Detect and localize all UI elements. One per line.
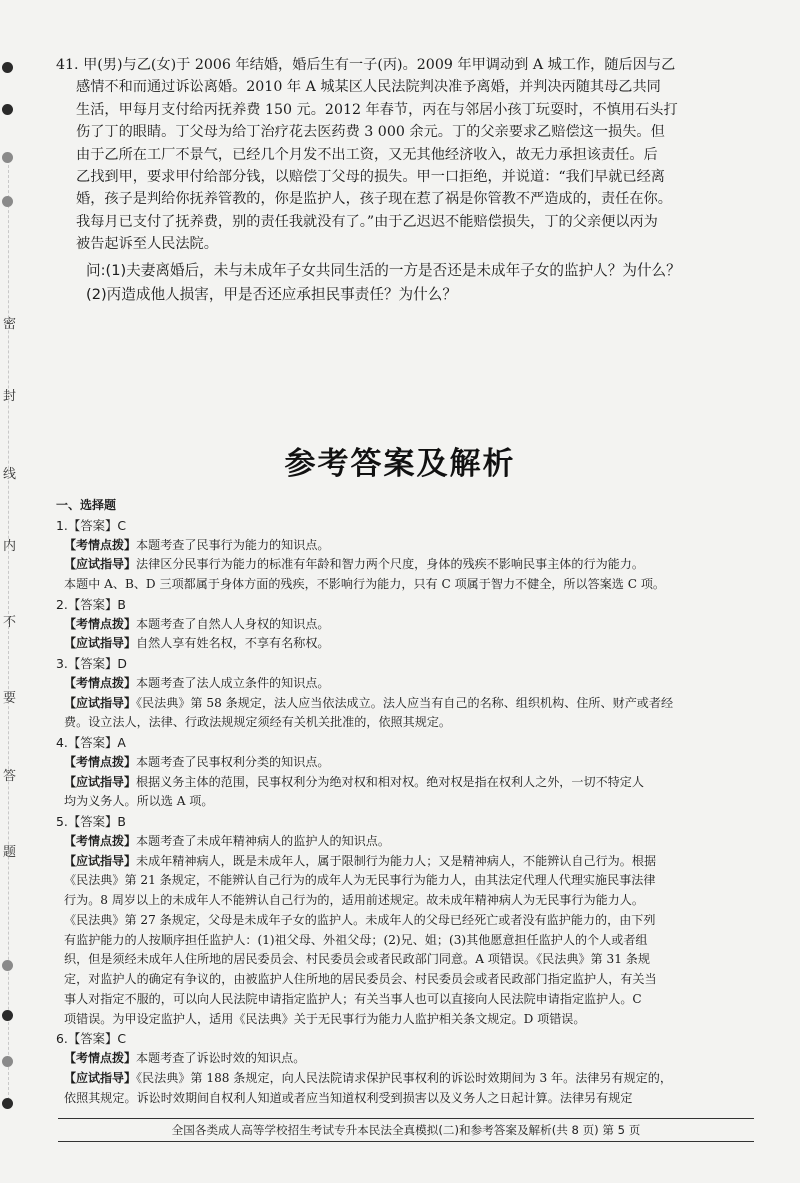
zhidao-continuation: 行为。8 周岁以上的未成年人不能辨认自己行为的，适用前述规定。故未成年精神病人为无民事行为能力人。 [64, 893, 644, 907]
kaoqing-text: 本题考查了自然人人身权的知识点。 [136, 616, 330, 631]
zhidao-continuation: 事人对指定不服的，可以向人民法院申请指定监护人；有关当事人也可以直接向人民法院申请指定监护人。C [64, 991, 642, 1006]
kaoqing-tag: 【考情点拨】 [64, 616, 137, 631]
answer-item [56, 733, 762, 812]
kaoqing-tag: 【考情点拨】 [64, 675, 137, 690]
seal-line [8, 160, 9, 1100]
kaoqing-tag: 【考情点拨】 [64, 537, 137, 552]
question-line: 由于乙所在工厂不景气，已经几个月发不出工资，又无其他经济收入，故无力承担该责任。后 [76, 146, 658, 163]
question-line: 生活，甲每月支付给丙抚养费 150 元。2012 年春节，丙在与邻居小孩丁玩耍时，不慎用石头打 [76, 101, 678, 118]
zhidao-continuation: 定，对监护人的确定有争议的，由被监护人住所地的居民委员会、村民委员会或者民政部门指定监护人，有关当 [64, 972, 657, 986]
answer-number: 1.【答案】C [56, 517, 127, 533]
kaoqing-tag: 【考情点拨】 [64, 754, 137, 769]
binding-hole [2, 960, 13, 971]
kaoqing-text: 本题考查了诉讼时效的知识点。 [136, 1051, 306, 1065]
question-41 [56, 54, 768, 256]
zhidao-text: 法律区分民事行为能力的标准有年龄和智力两个尺度，身体的残疾不影响民事主体的行为能力。 [136, 557, 644, 572]
seal-char: 要 [3, 691, 17, 706]
binding-hole [2, 1010, 13, 1021]
question-line: 感情不和而通过诉讼离婚。2010 年 A 城某区人民法院判决准予离婚，并判决丙随其母乙共同 [76, 79, 661, 96]
answers-title: 参考答案及解析 [284, 446, 516, 482]
question-line: 被告起诉至人民法院。 [76, 236, 218, 253]
question-ask-2: (2)丙造成他人损害，甲是否还应承担民事责任？为什么？ [86, 286, 457, 303]
answer-item [56, 595, 762, 654]
seal-char: 内 [3, 539, 17, 554]
section-heading: 一、选择题 [56, 498, 117, 512]
zhidao-tag: 【应试指导】 [64, 695, 137, 710]
answer-item [56, 516, 762, 595]
seal-char: 不 [3, 615, 17, 630]
answer-number: 4.【答案】A [56, 735, 126, 750]
seal-char: 线 [3, 467, 17, 482]
answers-section [56, 496, 762, 1108]
binding-hole [2, 1056, 13, 1067]
zhidao-tag: 【应试指导】 [64, 1070, 137, 1085]
zhidao-continuation: 费。设立法人，法律、行政法规规定须经有关机关批准的，依照其规定。 [64, 715, 452, 730]
question-line: 婚，孩子是判给你抚养管教的，你是监护人，孩子现在惹了祸是你管教不严造成的，责任在你。 [76, 191, 672, 208]
kaoqing-row [56, 753, 762, 773]
kaoqing-row [56, 1049, 762, 1069]
zhidao-text: 根据义务主体的范围，民事权利分为绝对权和相对权。绝对权是指在权利人之外，一切不特定人 [136, 774, 644, 789]
kaoqing-row [56, 536, 762, 556]
binding-hole [2, 1098, 13, 1109]
binding-margin [0, 0, 22, 1183]
zhidao-row [56, 773, 762, 793]
answer-item [56, 654, 762, 733]
zhidao-text: 自然人享有姓名权，不享有名称权。 [136, 636, 330, 651]
kaoqing-tag: 【考情点拨】 [64, 1051, 137, 1065]
zhidao-row [56, 694, 762, 714]
zhidao-continuation: 本题中 A、B、D 三项都属于身体方面的残疾，不影响行为能力，只有 C 项属于智力不健全，所以答案选 C 项。 [64, 577, 666, 591]
seal-char: 题 [3, 845, 17, 860]
binding-hole [2, 196, 13, 207]
zhidao-row [56, 634, 762, 654]
zhidao-text: 未成年精神病人，既是未成年人，属于限制行为能力人；又是精神病人，不能辨认自己行为。根据 [136, 853, 657, 868]
zhidao-continuation: 依照其规定。诉讼时效期间自权利人知道或者应当知道权利受到损害以及义务人之日起计算。法律另有规定 [64, 1090, 633, 1105]
answer-number: 3.【答案】D [56, 656, 127, 671]
zhidao-tag: 【应试指导】 [64, 774, 137, 789]
zhidao-text: 《民法典》第 58 条规定，法人应当依法成立。法人应当有自己的名称、组织机构、住所、财产或者经 [136, 695, 674, 710]
kaoqing-text: 本题考查了未成年精神病人的监护人的知识点。 [136, 833, 390, 848]
zhidao-tag: 【应试指导】 [64, 636, 137, 651]
zhidao-text: 《民法典》第 188 条规定，向人民法院请求保护民事权利的诉讼时效期间为 3 年。法律另有规定的， [136, 1070, 672, 1085]
zhidao-continuation: 有监护能力的人按顺序担任监护人：(1)祖父母、外祖父母；(2)兄、姐；(3)其他愿意担任监护人的个人或者组 [64, 932, 648, 947]
zhidao-continuation: 织，但是须经未成年人住所地的居民委员会、村民委员会或者民政部门同意。A 项错误。《民法典》第 31 条规 [64, 952, 650, 967]
question-line: 伤了丁的眼睛。丁父母为给丁治疗花去医药费 3 000 余元。丁的父亲要求乙赔偿这一损失。但 [76, 124, 665, 141]
page-footer: 全国各类成人高等学校招生考试专升本民法全真模拟(二)和参考答案及解析(共 8 页) 第 5 页 [58, 1118, 754, 1142]
zhidao-tag: 【应试指导】 [64, 557, 137, 572]
zhidao-continuation: 《民法典》第 27 条规定，父母是未成年子女的监护人。未成年人的父母已经死亡或者没有监护能力的，由下列 [64, 912, 656, 927]
kaoqing-tag: 【考情点拨】 [64, 833, 137, 848]
zhidao-continuation: 《民法典》第 21 条规定，不能辨认自己行为的成年人为无民事行为能力人，由其法定代理人代理实施民事法律 [64, 873, 656, 888]
question-ask-1: 问:(1)夫妻离婚后，未与未成年子女共同生活的一方是否还是未成年子女的监护人？为什么？ [86, 262, 681, 279]
question-line: 我每月已支付了抚养费，别的责任我就没有了。”由于乙迟迟不能赔偿损失，丁的父亲便以丙为 [76, 213, 658, 230]
question-line: 乙找到甲，要求甲付给部分钱，以赔偿丁父母的损失。甲一口拒绝，并说道：“我们早就已经离 [76, 169, 665, 186]
zhidao-tag: 【应试指导】 [64, 853, 137, 868]
zhidao-continuation: 均为义务人。所以选 A 项。 [64, 794, 214, 809]
question-line: 41. 甲(男)与乙(女)于 2006 年结婚，婚后生有一子(丙)。2009 年甲调动到 A 城工作，随后因与乙 [56, 57, 676, 73]
answer-item [56, 1029, 762, 1108]
zhidao-row [56, 852, 762, 872]
kaoqing-row [56, 832, 762, 852]
zhidao-continuation: 项错误。为甲设定监护人，适用《民法典》关于无民事行为能力人监护相关条文规定。D 项错误。 [64, 1011, 586, 1026]
seal-char: 封 [3, 389, 17, 404]
zhidao-row [56, 1069, 762, 1089]
answer-number: 5.【答案】B [56, 814, 126, 829]
binding-hole [2, 62, 13, 73]
kaoqing-text: 本题考查了民事权利分类的知识点。 [136, 754, 330, 769]
answer-item [56, 812, 762, 1029]
zhidao-row [56, 555, 762, 575]
kaoqing-row [56, 615, 762, 635]
kaoqing-row [56, 674, 762, 694]
seal-char: 密 [3, 317, 17, 332]
binding-hole [2, 104, 13, 115]
binding-hole [2, 152, 13, 163]
answer-number: 2.【答案】B [56, 596, 126, 612]
answer-number: 6.【答案】C [56, 1031, 127, 1047]
kaoqing-text: 本题考查了法人成立条件的知识点。 [136, 675, 330, 690]
seal-char: 答 [3, 769, 17, 784]
kaoqing-text: 本题考查了民事行为能力的知识点。 [136, 537, 330, 552]
